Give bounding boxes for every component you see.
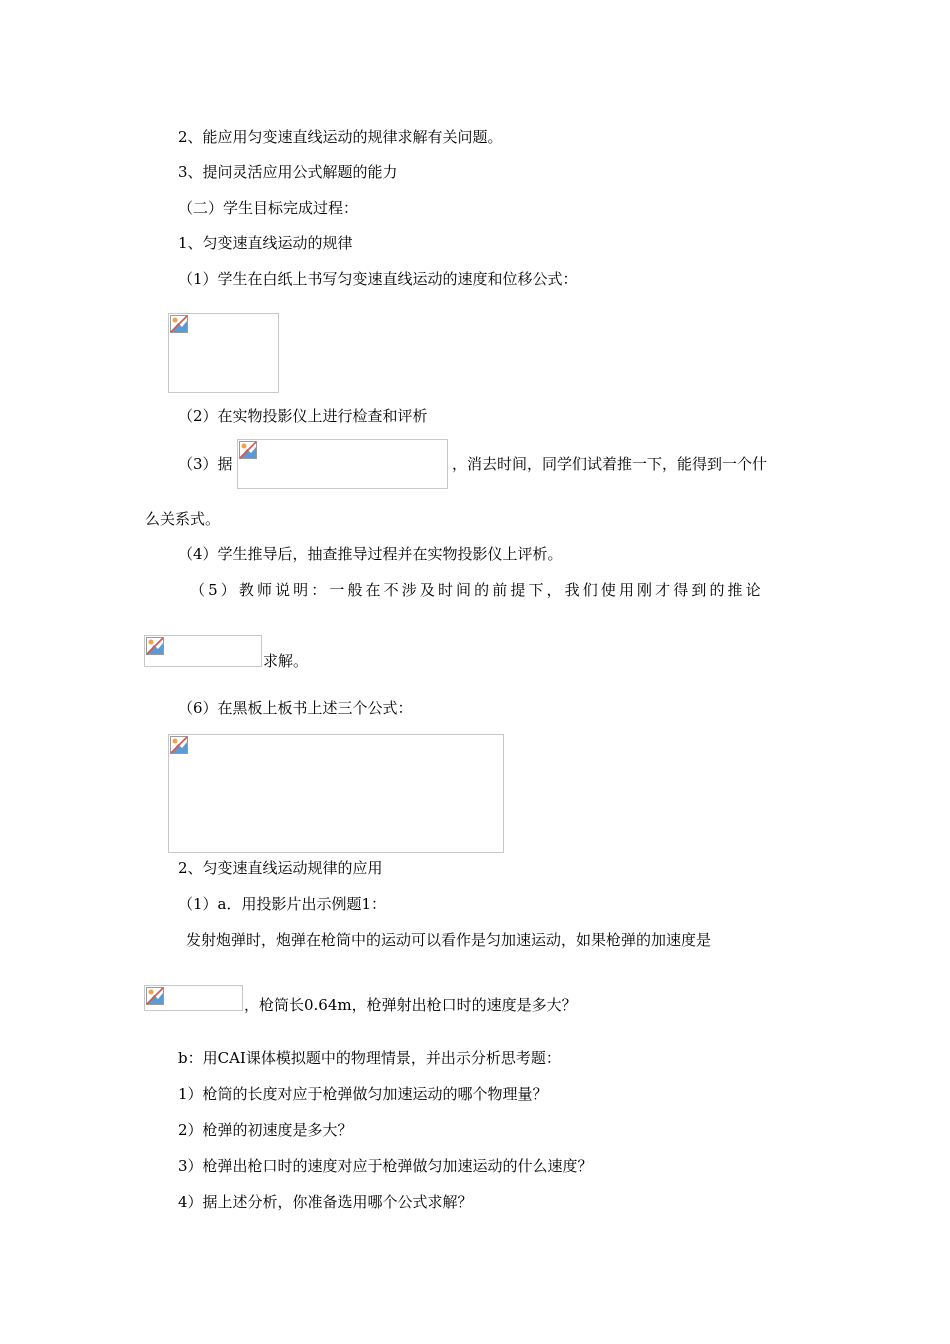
step-3-end: ，消去时间，同学们试着推一下，能得到一个什: [452, 455, 768, 473]
example-intro: （1）a．用投影片出示例题1：: [178, 895, 387, 913]
section-heading-rules: 1、匀变速直线运动的规律: [178, 234, 353, 252]
step-1: （1）学生在白纸上书写匀变速直线运动的速度和位移公式：: [178, 270, 578, 288]
formula-image-4: [168, 734, 504, 853]
section-heading-process: （二）学生目标完成过程：: [178, 199, 359, 217]
formula-image-2: [237, 439, 448, 489]
line-objective-3: 3、提问灵活应用公式解题的能力: [178, 163, 398, 181]
step-5-end: 求解。: [263, 652, 309, 670]
line-objective-2: 2、能应用匀变速直线运动的规律求解有关问题。: [178, 128, 503, 146]
question-4: 4）据上述分析，你准备选用哪个公式求解？: [178, 1193, 473, 1211]
question-1: 1）枪筒的长度对应于枪弹做匀加速运动的哪个物理量？: [178, 1085, 548, 1103]
formula-image-1: [168, 313, 279, 393]
step-2: （2）在实物投影仪上进行检查和评析: [178, 407, 428, 425]
step-5: （5）教师说明：一般在不涉及时间的前提下，我们使用刚才得到的推论: [190, 581, 764, 599]
example-text-end: ，枪筒长0.64m，枪弹射出枪口时的速度是多大？: [244, 996, 577, 1014]
formula-image-5: [144, 985, 243, 1011]
example-text: 发射炮弹时，炮弹在枪筒中的运动可以看作是匀加速运动，如果枪弹的加速度是: [186, 931, 712, 949]
analysis-intro: b：用CAI课体模拟题中的物理情景，并出示分析思考题：: [178, 1049, 561, 1067]
broken-image-icon: [170, 315, 188, 333]
step-3-start: （3）据: [178, 455, 233, 473]
broken-image-icon: [146, 987, 164, 1005]
question-3: 3）枪弹出枪口时的速度对应于枪弹做匀加速运动的什么速度？: [178, 1157, 593, 1175]
section-heading-application: 2、匀变速直线运动规律的应用: [178, 859, 383, 877]
step-4: （4）学生推导后，抽查推导过程并在实物投影仪上评析。: [178, 545, 563, 563]
step-3-wrap: 么关系式。: [145, 510, 221, 528]
formula-image-3: [144, 635, 262, 667]
broken-image-icon: [239, 441, 257, 459]
question-2: 2）枪弹的初速度是多大？: [178, 1121, 353, 1139]
step-6: （6）在黑板上板书上述三个公式：: [178, 699, 413, 717]
broken-image-icon: [170, 736, 188, 754]
broken-image-icon: [146, 637, 164, 655]
